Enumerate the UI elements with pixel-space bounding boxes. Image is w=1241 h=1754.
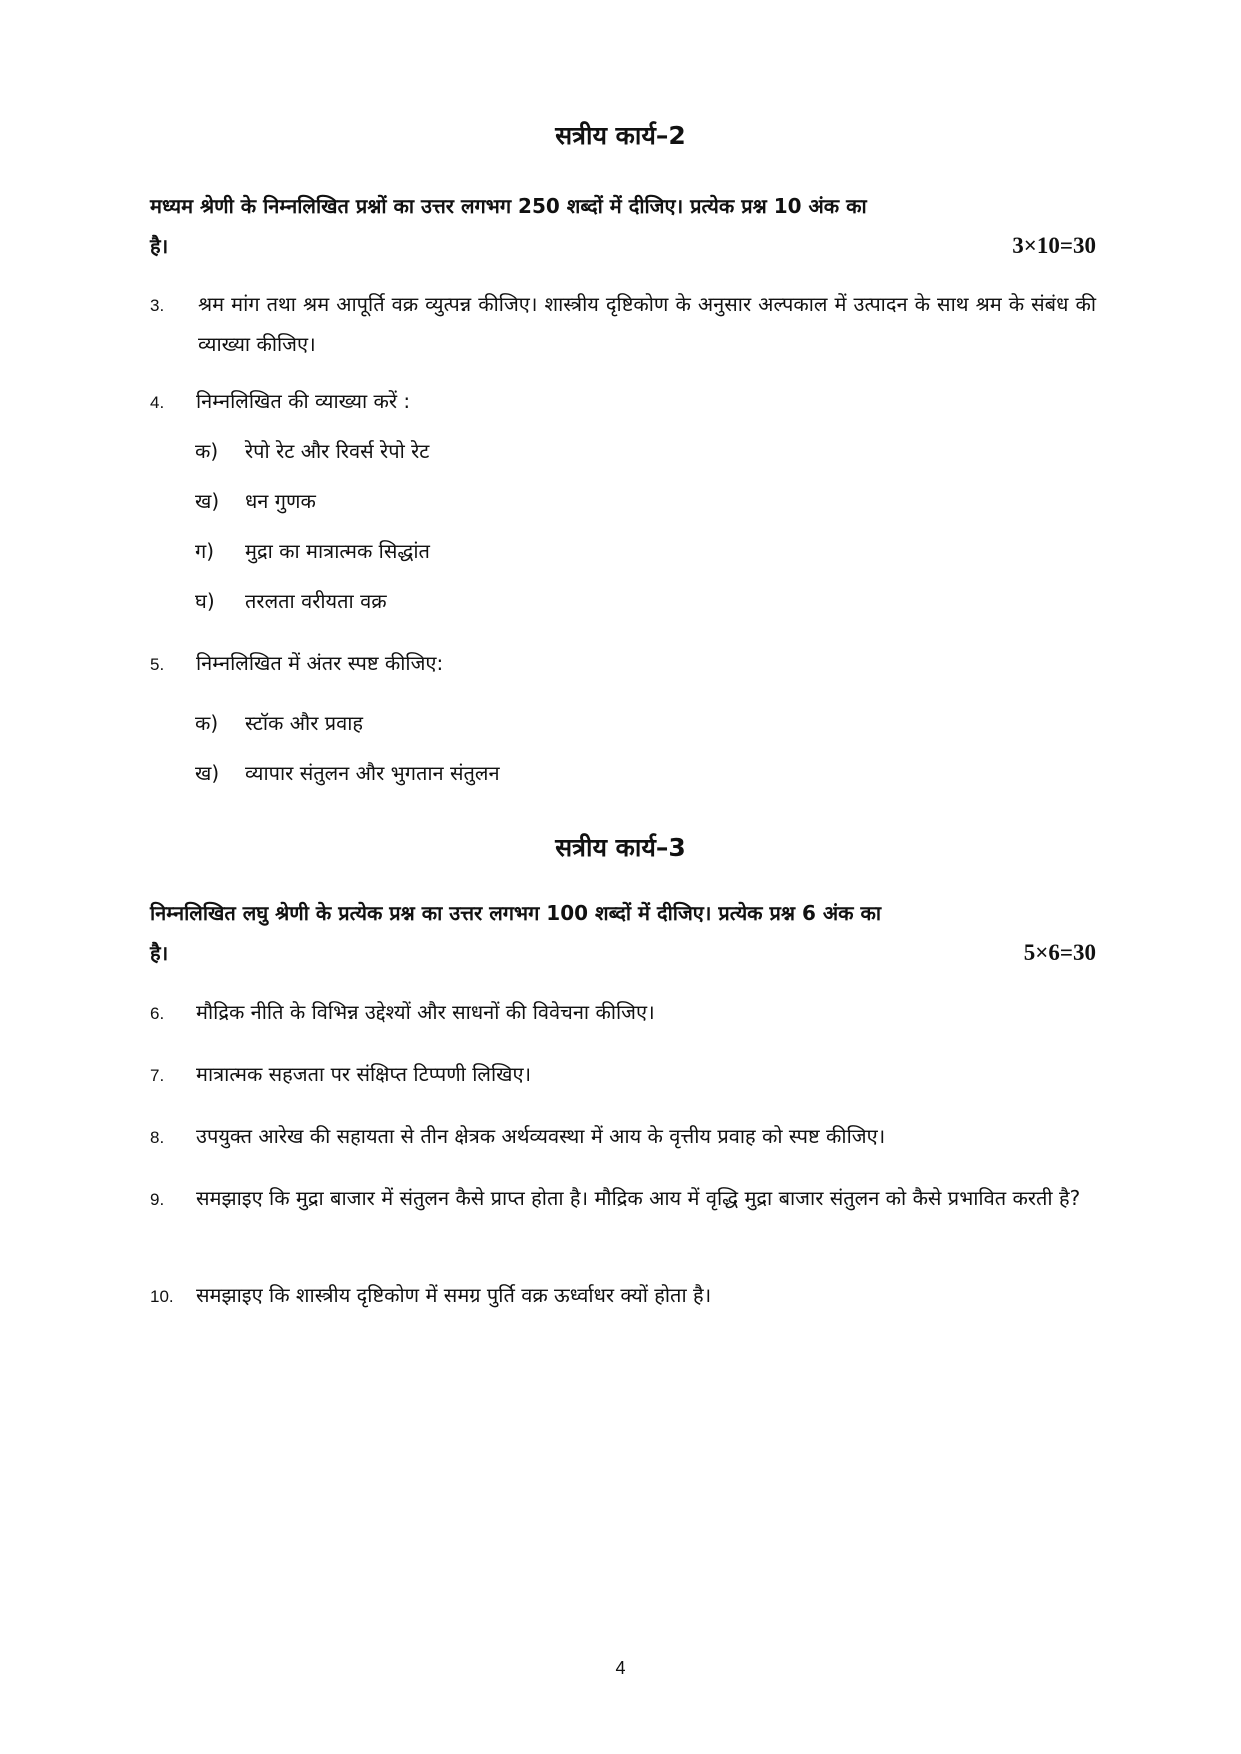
question-number: 3. <box>150 296 165 315</box>
marks-total: 3×10=30 <box>1012 233 1096 258</box>
question-text: मौद्रिक नीति के विभिन्न उद्देश्यों और साधनों की विवेचना कीजिए। <box>196 1000 655 1024</box>
page-number: 4 <box>615 1658 626 1678</box>
sub-item <box>195 581 387 621</box>
question-text: मात्रात्मक सहजता पर संक्षिप्त टिप्पणी लिखिए। <box>196 1062 532 1086</box>
question-5 <box>150 643 1096 683</box>
sub-item <box>195 531 430 571</box>
sub-text: मुद्रा का मात्रात्मक सिद्धांत <box>245 539 430 563</box>
sub-label: क) <box>195 711 219 735</box>
sub-label: घ) <box>195 589 215 613</box>
instruction-end: है। <box>150 941 169 965</box>
sub-text: तरलता वरीयता वक्र <box>245 589 387 613</box>
question-number: 5. <box>150 655 165 674</box>
instruction-text: निम्नलिखित लघु श्रेणी के प्रत्येक प्रश्न का उत्तर लगभग 100 शब्दों में दीजिए। प्रत्येक प्रश्न 6 अंक का <box>150 901 881 925</box>
marks-total: 5×6=30 <box>1023 940 1096 965</box>
question-number: 6. <box>150 1004 165 1023</box>
question-number: 7. <box>150 1066 165 1085</box>
sub-label: ख) <box>195 761 220 785</box>
instruction-end: है। <box>150 234 169 258</box>
question-number: 9. <box>150 1190 165 1209</box>
question-8 <box>150 1116 1096 1156</box>
instruction-text: मध्यम श्रेणी के निम्नलिखित प्रश्नों का उत्तर लगभग 250 शब्दों में दीजिए। प्रत्येक प्रश्न 10 अंक का <box>150 194 867 218</box>
assignment-2-instruction <box>150 186 1096 266</box>
sub-text: रेपो रेट और रिवर्स रेपो रेट <box>245 439 430 463</box>
question-text: समझाइए कि शास्त्रीय दृष्टिकोण में समग्र पुर्ति वक्र ऊर्ध्वाधर क्यों होता है। <box>196 1283 712 1307</box>
instruction-line-2 <box>150 933 1096 973</box>
assignment-3-title: सत्रीय कार्य–3 <box>555 833 686 862</box>
question-4 <box>150 381 1096 421</box>
question-number: 4. <box>150 393 165 412</box>
sub-text: स्टॉक और प्रवाह <box>245 711 364 735</box>
sub-item <box>195 753 500 793</box>
sub-item <box>195 481 316 521</box>
question-text: उपयुक्त आरेख की सहायता से तीन क्षेत्रक अर्थव्यवस्था में आय के वृत्तीय प्रवाह को स्पष्ट कीजिए। <box>196 1124 886 1148</box>
question-number: 10. <box>150 1287 174 1306</box>
sub-label: क) <box>195 439 219 463</box>
instruction-line-2 <box>150 226 1096 266</box>
question-9 <box>150 1178 1096 1218</box>
question-10 <box>150 1275 1096 1315</box>
assignment-3-instruction <box>150 893 1096 973</box>
question-text: निम्नलिखित की व्याख्या करें : <box>196 389 411 413</box>
sub-item <box>195 703 363 743</box>
assignment-2-title: सत्रीय कार्य–2 <box>555 121 686 150</box>
question-7 <box>150 1054 1096 1094</box>
sub-label: ख) <box>195 489 220 513</box>
sub-label: ग) <box>195 539 215 563</box>
sub-text: धन गुणक <box>245 489 316 513</box>
question-text: निम्नलिखित में अंतर स्पष्ट कीजिए: <box>196 651 444 675</box>
question-6 <box>150 992 1096 1032</box>
sub-text: व्यापार संतुलन और भुगतान संतुलन <box>245 761 500 785</box>
question-number: 8. <box>150 1128 165 1147</box>
question-text: श्रम मांग तथा श्रम आपूर्ति वक्र व्युत्पन्न कीजिए। शास्त्रीय दृष्टिकोण के अनुसार अल्पकाल में उत्पादन के साथ श्रम के संबंध की व्याख्या कीजिए। <box>198 292 1096 356</box>
sub-item <box>195 431 429 471</box>
question-3 <box>150 284 1096 364</box>
question-text: समझाइए कि मुद्रा बाजार में संतुलन कैसे प्राप्त होता है। मौद्रिक आय में वृद्धि मुद्रा बाजार संतुलन को कैसे प्रभावित करती है? <box>196 1186 1081 1210</box>
